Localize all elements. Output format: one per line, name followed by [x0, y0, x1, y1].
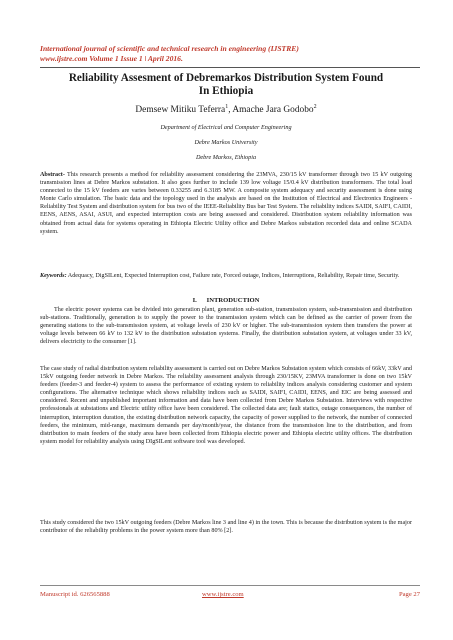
- keywords-label: Keywords:: [40, 273, 67, 279]
- author-list: [40, 102, 412, 116]
- author-2-affil-mark: 2: [313, 104, 317, 110]
- journal-issue: www.ijstre.com Volume 1 Issue 1 ǀ April 2016.: [40, 54, 183, 63]
- journal-name: International journal of scientific and technical research in engineering (IJSTRE): [40, 44, 299, 53]
- abstract: [40, 171, 412, 236]
- author-separator: ,: [228, 105, 233, 116]
- page-number: Page 27: [398, 591, 420, 598]
- section-heading-introduction: I. INTRODUCTION: [192, 297, 260, 304]
- affiliation-location: Debre Markos, Ethiopia: [195, 154, 257, 161]
- author-1-affil-mark: 1: [225, 104, 229, 110]
- author-2: Amache Jara Godobo: [232, 105, 314, 116]
- intro-paragraph-1: The electric power systems can be divided into generation plant, generation sub-station, transmission system, sub-transmission and distribution sub-stations. Traditionally, generation is to supply the power to the transmission system which can be defined as the carrier of power from the generating stations to the sub-transmission system, at voltage levels of 230 kV or higher. The sub-transmission system then transfers the power at voltage levels between 66 kV to 132 kV to the distribution substation systems. Finally, the distribution substation system, at voltages under 33 kV, delivers electricity to the consumer [1].: [40, 307, 412, 346]
- intro-paragraph-3: This study considered the two 15kV outgoing feeders (Debre Markos line 3 and line 4) in the town. This is because the distribution system is the major contributor of the reliability problems in the power system more than 80% [2].: [40, 520, 412, 535]
- abstract-label: Abstract-: [40, 172, 65, 178]
- intro-paragraph-2: The case study of radial distribution system reliability assessment is carried out on Debre Markos Substation system which consists of 66kV, 33kV and 15kV outgoing feeder network in Debre Markos. The reliability assessment analysis through 230/15KV, 23MVA transformer is done on two 15kV feeders (feeder-3 and feeder-4) system to assess the performance of existing system to reliability indices analysis considering customer and system configurations. The alternative technique which shows reliability indices such as SAIDI, SAIFI, CAIDI, EENS, and EIC are being assessed and considered. Recent and unpublished important information and data have been collected from Debre Markos Substation. Interviews with respective professionals at substations and Electric utility office have been considered. The collected data are; fault statics, outage consequences, the number of interruption, interruption duration, the existing distribution network capacity, the capacity of power supplied to the network, the number of connected feeders, the minimum, mid-range, maximum demands per day/month/year, the distance from the transmission line to the distribution, and from distribution to main feeders of the study area have been collected from Ethiopia electric power and Ethiopia electric utility offices. The distribution system model for reliability analysis using DIgSILent software tool was developed.: [40, 366, 412, 445]
- manuscript-id: Manuscript id. 626565888: [40, 591, 110, 598]
- keywords: [40, 272, 412, 280]
- footer-divider: [40, 585, 420, 586]
- title-line-1: Reliability Assesment of Debremarkos Distribution System Found: [68, 72, 384, 84]
- keywords-text: Adequacy, DigSILent, Expected Interruption cost, Failure rate, Forced outage, Indices, Interruptions, Reliability, Repair time, Security.: [66, 273, 400, 279]
- header-divider: [40, 67, 420, 68]
- affiliation-department: Department of Electrical and Computer Engineering: [160, 124, 292, 131]
- page-footer: [40, 590, 420, 600]
- journal-website-link[interactable]: www.ijstre.com: [202, 591, 244, 598]
- abstract-text: This research presents a method for reliability assessment considering the 23MVA, 230/15 kV transformer through two 15 kV outgoing transmission lines at Debre Markos substation. It also goes further to include 139 low voltage 15/0.4 kV distribution transformers. The total load connected to the 15 kV feeders are varies between 0.33255 and 6.3185 MW. A composite system adequacy and security assessment is done using Monte Carlo simulation. The basic data and the topology used in the analysis are based on the Institution of Electrical and Electronics Engineers - Reliability Test System and distribution system for bus two of the IEEE-Reliability Bus bar Test System. The reliability indices SAIDI, SAIFI, CAIDI, EENS, AENS, ASAI, ASUI, and expected interruption costs are being assessed and considered. Distribution system reliability information was obtained from actual data for systems operating in Ethiopia Electric Utility office and Debre Markos substation recorded data and online SCADA system.: [40, 172, 412, 235]
- title-line-2: In Ethiopia: [198, 85, 254, 97]
- journal-header: [40, 44, 420, 68]
- author-1: Demsew Mitiku Teferra: [135, 105, 226, 116]
- affiliation-university: Debre Markos University: [194, 139, 258, 146]
- paper-title: [40, 72, 412, 98]
